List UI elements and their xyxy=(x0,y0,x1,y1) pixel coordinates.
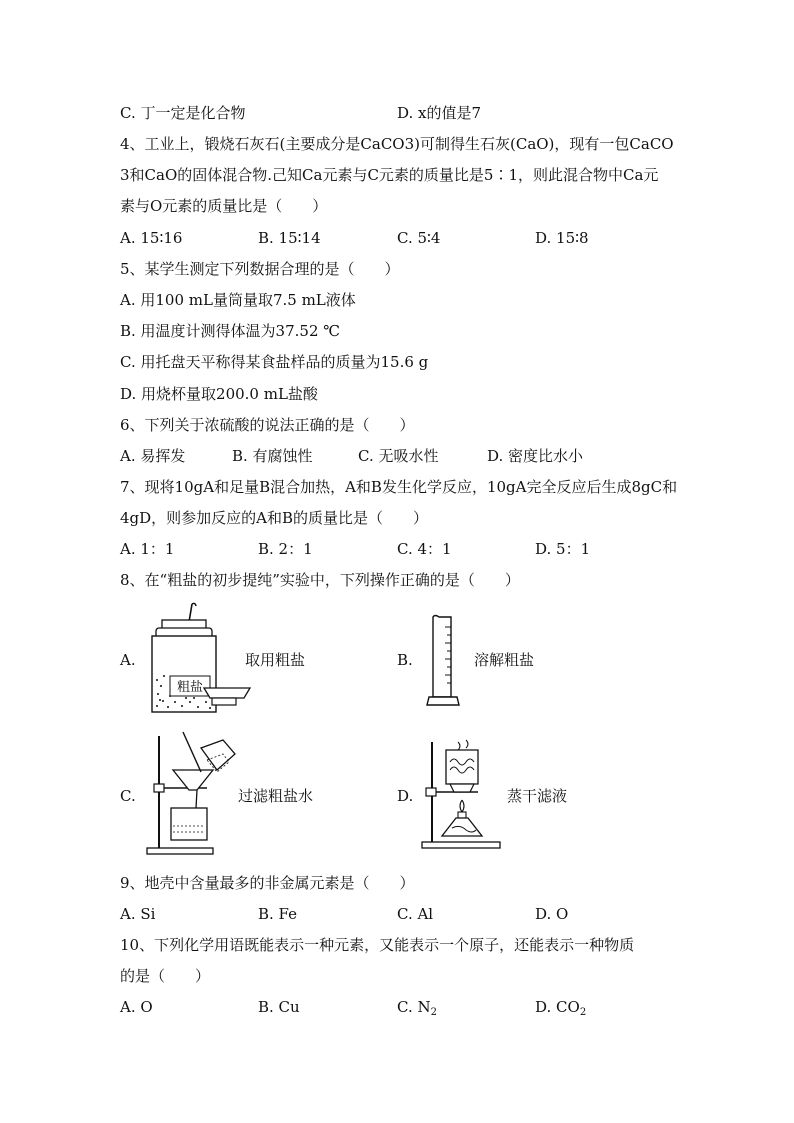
q3-option-d: D. x的值是7 xyxy=(397,104,482,122)
q4-stem-line3: 素与O元素的质量比是（ ） xyxy=(120,197,328,215)
q8-option-a-letter: A. xyxy=(120,651,136,669)
q8-stem: 8、在“粗盐的初步提纯”实验中，下列操作正确的是（ ） xyxy=(120,571,520,589)
q8-option-d-letter: D. xyxy=(397,787,414,805)
evaporation-illustration xyxy=(420,738,502,850)
q9-option-a: A. Si xyxy=(120,905,156,923)
q9-stem: 9、地壳中含量最多的非金属元素是（ ） xyxy=(120,874,415,892)
q8-option-c-letter: C. xyxy=(120,787,136,805)
q8-option-d-label: 蒸干滤液 xyxy=(507,787,568,805)
q10-option-c-text: C. N xyxy=(397,998,431,1016)
q10-stem-line2: 的是（ ） xyxy=(120,967,211,985)
q7-option-c: C. 4：1 xyxy=(397,540,452,558)
q6-stem: 6、下列关于浓硫酸的说法正确的是（ ） xyxy=(120,416,415,434)
q10-option-c xyxy=(397,997,437,1023)
q9-option-b: B. Fe xyxy=(258,905,298,923)
q7-stem-line2: 4gD，则参加反应的A和B的质量比是（ ） xyxy=(120,509,429,527)
q5-option-b: B. 用温度计测得体温为37.52 ℃ xyxy=(120,322,341,340)
q10-option-c-subscript: 2 xyxy=(430,1007,437,1018)
q8-option-a-label: 取用粗盐 xyxy=(245,651,306,669)
graduated-cylinder-illustration xyxy=(425,613,465,713)
q5-option-c: C. 用托盘天平称得某食盐样品的质量为15.6 g xyxy=(120,353,429,371)
q5-stem: 5、某学生测定下列数据合理的是（ ） xyxy=(120,260,400,278)
q3-option-c: C. 丁一定是化合物 xyxy=(120,104,246,122)
filtration-illustration xyxy=(145,730,240,856)
q7-option-d: D. 5：1 xyxy=(535,540,591,558)
q6-option-d: D. 密度比水小 xyxy=(487,447,584,465)
q10-option-a: A. O xyxy=(120,998,153,1016)
q7-option-b: B. 2：1 xyxy=(258,540,313,558)
q8-option-c-label: 过滤粗盐水 xyxy=(238,787,314,805)
q4-stem-line2: 3和CaO的固体混合物.己知Ca元素与C元素的质量比是5∶1，则此混合物中Ca元 xyxy=(120,166,659,184)
q10-option-d xyxy=(535,997,586,1023)
q6-option-c: C. 无吸水性 xyxy=(358,447,439,465)
q10-option-d-subscript: 2 xyxy=(579,1007,587,1018)
take-salt-illustration xyxy=(148,602,256,714)
q10-option-d-text: D. CO xyxy=(535,998,580,1016)
q6-option-b: B. 有腐蚀性 xyxy=(232,447,313,465)
q4-stem-line1: 4、工业上，锻烧石灰石(主要成分是CaCO3)可制得生石灰(CaO)，现有一包CaCO xyxy=(120,135,674,153)
q8-option-b-letter: B. xyxy=(397,651,413,669)
q5-option-a: A. 用100 mL量筒量取7.5 mL液体 xyxy=(120,291,356,309)
q9-option-c: C. Al xyxy=(397,905,434,923)
q8-option-b-label: 溶解粗盐 xyxy=(474,651,535,669)
q9-option-d: D. O xyxy=(535,905,569,923)
q10-option-b: B. Cu xyxy=(258,998,300,1016)
q4-option-d: D. 15∶8 xyxy=(535,229,589,247)
jar-label: 粗盐 xyxy=(176,680,204,695)
q4-option-a: A. 15∶16 xyxy=(120,229,183,247)
q4-option-b: B. 15∶14 xyxy=(258,229,321,247)
q4-option-c: C. 5∶4 xyxy=(397,229,441,247)
q7-option-a: A. 1：1 xyxy=(120,540,175,558)
q7-stem-line1: 7、现将10gA和足量B混合加热，A和B发生化学反应，10gA完全反应后生成8gC和 xyxy=(120,478,678,496)
q5-option-d: D. 用烧杯量取200.0 mL盐酸 xyxy=(120,385,318,403)
q10-stem-line1: 10、下列化学用语既能表示一种元素，又能表示一个原子，还能表示一种物质 xyxy=(120,936,635,954)
q6-option-a: A. 易挥发 xyxy=(120,447,186,465)
